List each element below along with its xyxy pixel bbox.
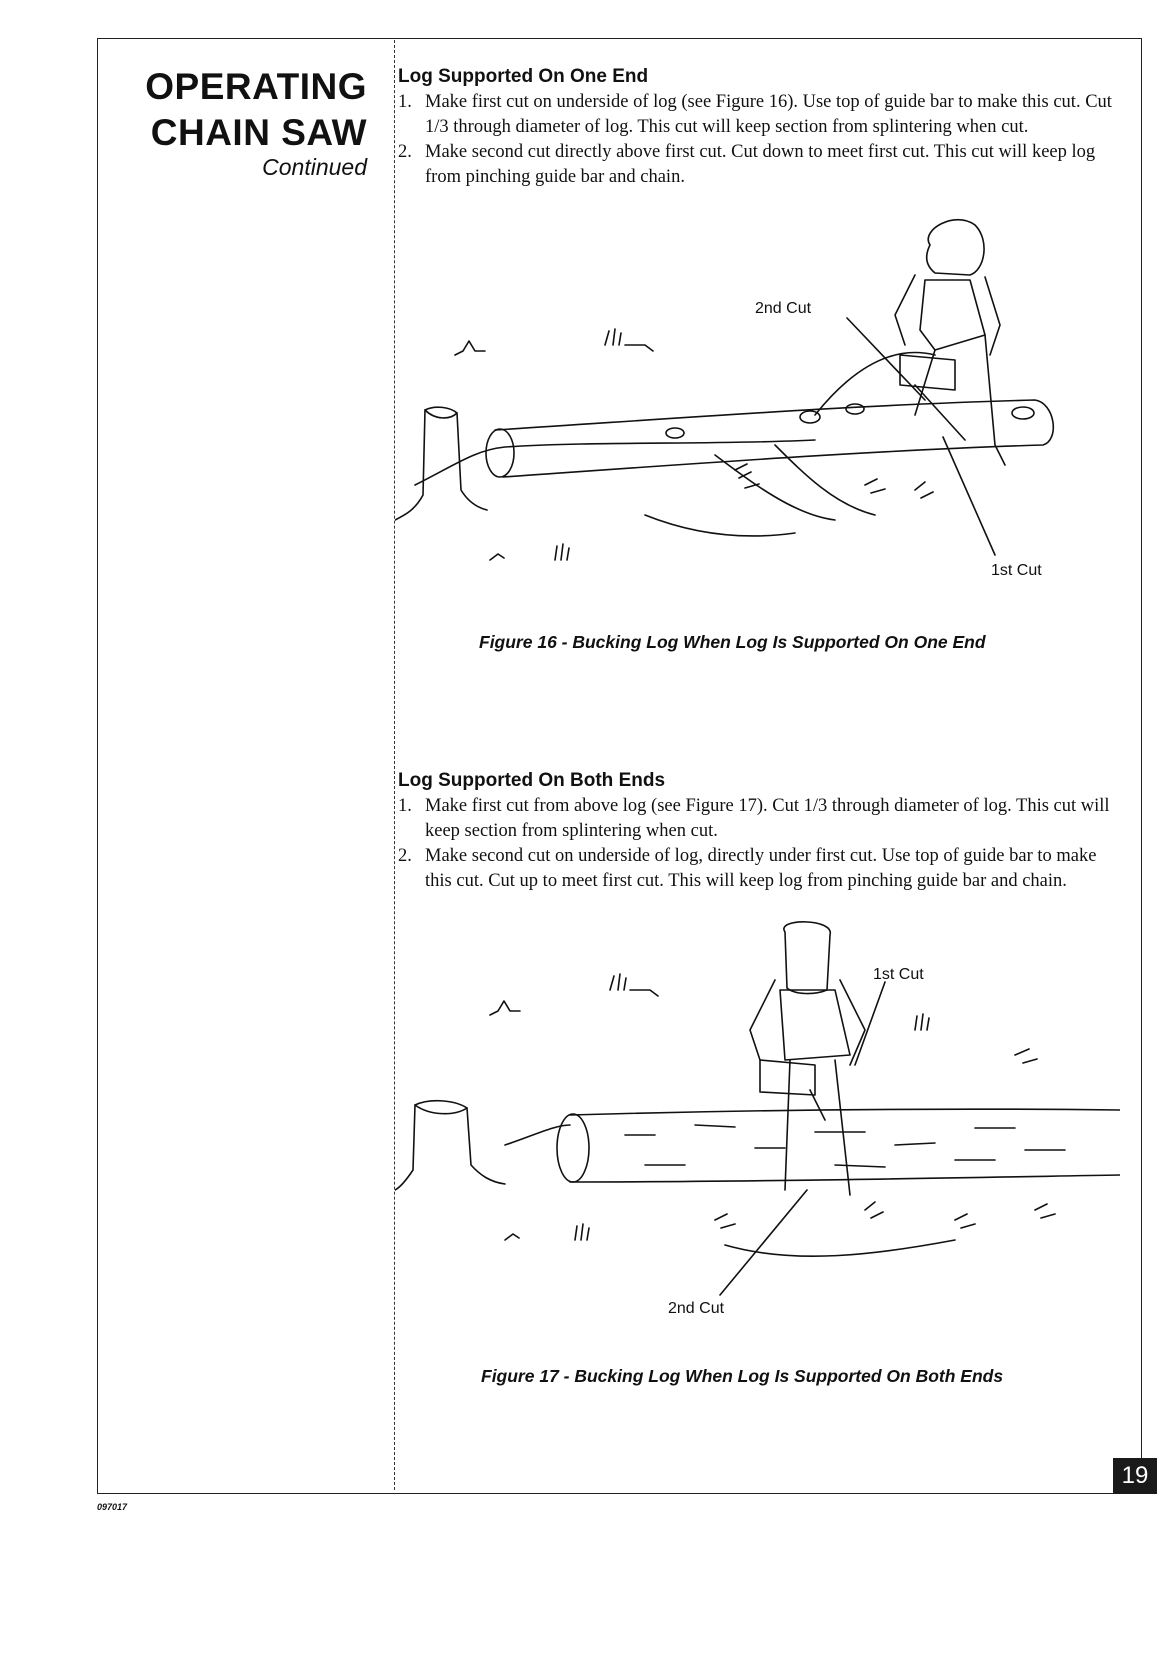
step-text: Make second cut on underside of log, directly under first cut. Use top of guide bar to make this cut. Cut up to meet first cut. This will keep log from pinching guide bar and chain. bbox=[425, 846, 1097, 891]
callout-label-1st-cut: 1st Cut bbox=[873, 966, 924, 983]
callout-label-1st-cut: 1st Cut bbox=[991, 562, 1042, 579]
stump-top bbox=[425, 410, 457, 418]
callout-leader-2nd bbox=[847, 318, 925, 400]
log-knot bbox=[800, 411, 820, 423]
step-number: 2. bbox=[398, 846, 412, 866]
page-number: 19 bbox=[1113, 1458, 1157, 1494]
title-line-1: OPERATING bbox=[145, 66, 367, 107]
step-text: Make first cut on underside of log (see Figure 16). Use top of guide bar to make this cut. Cut 1/3 through diameter of log. This cut will keep section from splintering when cut. bbox=[425, 92, 1112, 137]
stump-top bbox=[415, 1105, 467, 1114]
title-line-2: CHAIN SAW bbox=[150, 112, 367, 153]
step-number: 1. bbox=[398, 796, 412, 816]
stump bbox=[395, 407, 487, 520]
section-both-ends bbox=[398, 770, 1118, 894]
step-number: 1. bbox=[398, 92, 412, 112]
operator-legs bbox=[785, 1060, 850, 1195]
page-title bbox=[145, 64, 367, 156]
step-item bbox=[398, 90, 1118, 140]
chain-saw bbox=[900, 355, 965, 440]
callout-leader-2nd bbox=[720, 1190, 807, 1295]
ground-line bbox=[415, 440, 815, 485]
foliage bbox=[715, 1049, 1055, 1228]
log-knot bbox=[1012, 407, 1034, 419]
callout-label-2nd-cut: 2nd Cut bbox=[668, 1300, 725, 1317]
step-item bbox=[398, 844, 1118, 894]
operator-helmet bbox=[927, 220, 984, 275]
callout-leader-1st bbox=[855, 982, 885, 1065]
log-body bbox=[495, 400, 1053, 477]
step-text: Make second cut directly above first cut. Cut down to meet first cut. This cut will keep log from pinching guide bar and chain. bbox=[425, 142, 1096, 187]
section-heading: Log Supported On One End bbox=[398, 66, 649, 87]
figure-16-illustration bbox=[395, 215, 1120, 625]
step-number: 2. bbox=[398, 142, 412, 162]
log-end bbox=[557, 1114, 589, 1182]
foliage bbox=[735, 464, 933, 498]
step-text: Make first cut from above log (see Figure 17). Cut 1/3 through diameter of log. This cut will keep section from splintering when cut. bbox=[425, 796, 1110, 841]
section-one-end bbox=[398, 66, 1118, 190]
callout-leader-1st bbox=[943, 437, 995, 555]
callout-label-2nd-cut: 2nd Cut bbox=[755, 300, 812, 317]
log-knot bbox=[666, 428, 684, 438]
figure-16-caption: Figure 16 - Bucking Log When Log Is Supported On One End bbox=[479, 632, 986, 652]
step-item bbox=[398, 794, 1118, 844]
operator-helmet bbox=[784, 922, 830, 994]
log-knot bbox=[846, 404, 864, 414]
figure-17-caption: Figure 17 - Bucking Log When Log Is Supported On Both Ends bbox=[481, 1366, 1004, 1386]
step-list bbox=[398, 794, 1118, 894]
document-code: 097017 bbox=[97, 1502, 128, 1512]
figure-17-illustration bbox=[395, 920, 1120, 1350]
page-subtitle: Continued bbox=[262, 154, 367, 180]
step-item bbox=[398, 140, 1118, 190]
operator-body bbox=[895, 275, 1000, 355]
grass-tufts bbox=[490, 974, 929, 1240]
log-end bbox=[486, 429, 514, 477]
section-heading: Log Supported On Both Ends bbox=[398, 770, 666, 791]
step-list bbox=[398, 90, 1118, 190]
